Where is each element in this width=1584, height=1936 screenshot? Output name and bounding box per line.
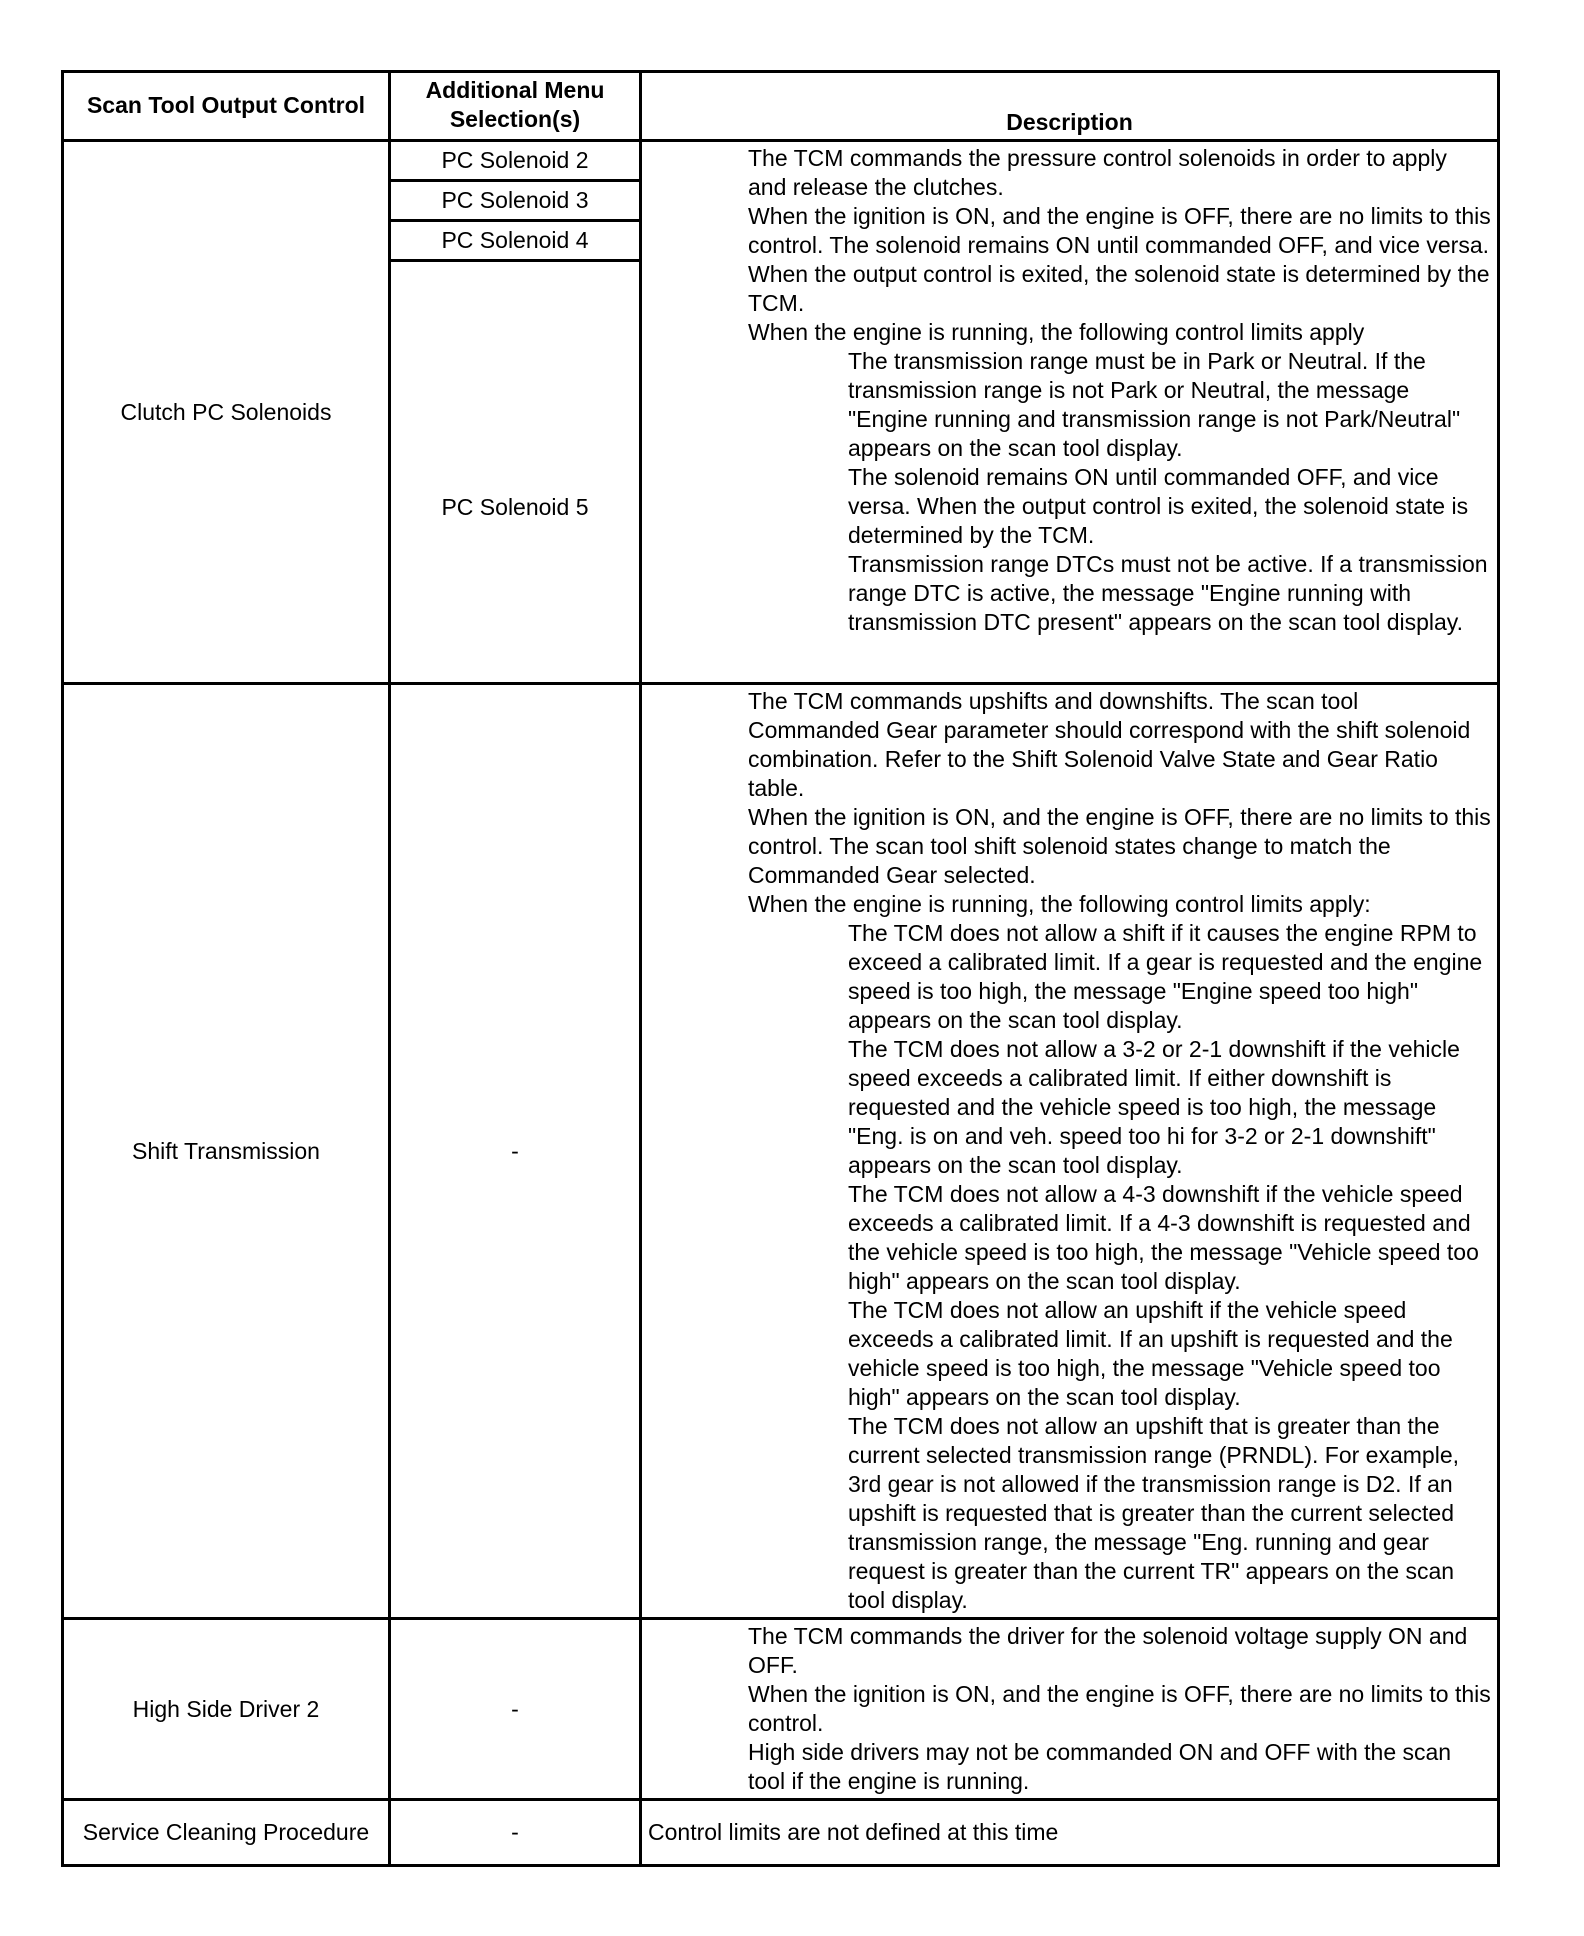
header-additional-menu-selections: Additional Menu Selection(s) (390, 72, 641, 141)
table-row (63, 684, 1499, 1619)
description-paragraph: The TCM commands the driver for the solenoid voltage supply ON and OFF. (748, 1623, 1468, 1678)
description-limit: The solenoid remains ON until commanded OFF, and vice versa. When the output control is exited, the solenoid state is determined by the TCM. (848, 464, 1469, 548)
description-paragraph: When the ignition is ON, and the engine is OFF, there are no limits to this control. The solenoid remains ON until commanded OFF, and vice versa. When the output control is exited, the solenoid state is determined by the TCM. (748, 203, 1491, 316)
control-name: High Side Driver 2 (63, 1619, 390, 1800)
description-cell (641, 141, 1499, 684)
control-name: Shift Transmission (63, 684, 390, 1619)
output-control-table (61, 70, 1500, 1867)
description-paragraph: When the engine is running, the following control limits apply (748, 319, 1365, 345)
header-scan-tool-output-control: Scan Tool Output Control (63, 72, 390, 141)
header-row (63, 72, 1499, 141)
description-limit: Transmission range DTCs must not be active. If a transmission range DTC is active, the message "Engine running with transmission DTC present" appears on the scan tool display. (848, 551, 1488, 635)
menu-cell: - (390, 1800, 641, 1866)
description-limit: The TCM does not allow a shift if it causes the engine RPM to exceed a calibrated limit. If a gear is requested and the engine speed is too high, the message "Engine speed too high" appears on the scan tool display. (848, 920, 1483, 1033)
table-row (63, 1800, 1499, 1866)
description-limit: The TCM does not allow an upshift if the vehicle speed exceeds a calibrated limit. If an upshift is requested and the vehicle speed is too high, the message "Vehicle speed too high" appears on the scan tool display. (848, 1297, 1453, 1410)
description-limit: The TCM does not allow an upshift that is greater than the current selected transmission range (PRNDL). For example, 3rd gear is not allowed if the transmission range is D2. If an upshift is requested that is greater than the current selected transmission range, the message "Eng. running and gear request is greater than the current TR" appears on the scan tool display. (848, 1413, 1460, 1613)
page (61, 70, 1500, 1867)
description-paragraph: High side drivers may not be commanded ON and OFF with the scan tool if the engine is running. (748, 1739, 1452, 1794)
description-paragraph: When the ignition is ON, and the engine is OFF, there are no limits to this control. The scan tool shift solenoid states change to match the Commanded Gear selected. (748, 804, 1491, 888)
description-paragraph: When the engine is running, the following control limits apply: (748, 891, 1371, 917)
control-name: Clutch PC Solenoids (63, 141, 390, 684)
menu-item: PC Solenoid 5 (441, 493, 589, 520)
description-paragraph: When the ignition is ON, and the engine is OFF, there are no limits to this control. (748, 1681, 1491, 1736)
description-cell: Control limits are not defined at this time (641, 1800, 1499, 1866)
control-name: Service Cleaning Procedure (63, 1800, 390, 1866)
table-row (63, 141, 1499, 684)
description-paragraph: The TCM commands the pressure control solenoids in order to apply and release the clutches. (748, 145, 1447, 200)
description-limit: The transmission range must be in Park or Neutral. If the transmission range is not Park or Neutral, the message "Engine running and transmission range is not Park/Neutral" appears on the scan tool display. (848, 348, 1461, 461)
menu-cell (390, 141, 641, 684)
description-cell (641, 684, 1499, 1619)
description-limit: The TCM does not allow a 3-2 or 2-1 downshift if the vehicle speed exceeds a calibrated limit. If either downshift is requested and the vehicle speed is too high, the message "Eng. is on and veh. speed too hi for 3-2 or 2-1 downshift" appears on the scan tool display. (848, 1036, 1460, 1178)
menu-item: PC Solenoid 4 (391, 222, 639, 262)
menu-cell: - (390, 1619, 641, 1800)
menu-item: PC Solenoid 2 (391, 142, 639, 182)
menu-item: PC Solenoid 3 (391, 182, 639, 222)
table-row (63, 1619, 1499, 1800)
description-limit: The TCM does not allow a 4-3 downshift if the vehicle speed exceeds a calibrated limit. If a 4-3 downshift is requested and the vehicle speed is too high, the message "Vehicle speed too high" appears on the scan tool display. (848, 1181, 1479, 1294)
description-paragraph: The TCM commands upshifts and downshifts. The scan tool Commanded Gear parameter should correspond with the shift solenoid combination. Refer to the Shift Solenoid Valve State and Gear Ratio table. (748, 688, 1471, 801)
description-cell (641, 1619, 1499, 1800)
header-description: Description (641, 72, 1499, 141)
menu-cell: - (390, 684, 641, 1619)
